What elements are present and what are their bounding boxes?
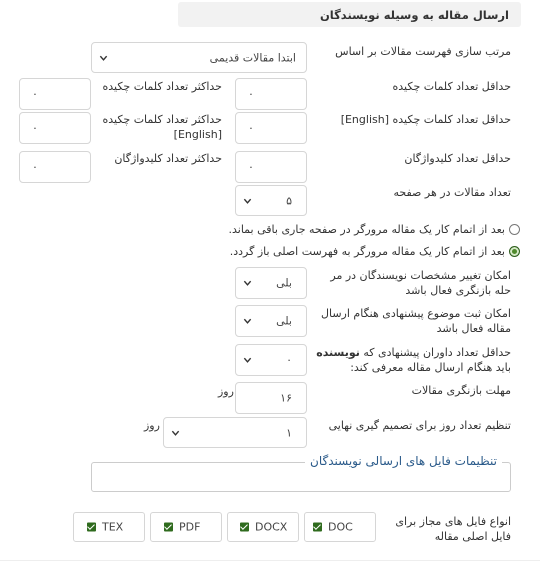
chevron-down-icon bbox=[171, 428, 180, 437]
filetype-doc-option[interactable] bbox=[304, 512, 376, 542]
sort-select[interactable] bbox=[91, 42, 307, 73]
max-keywords-label: حداکثر تعداد کلیدواژگان bbox=[114, 152, 222, 165]
radio-return-to-list[interactable] bbox=[509, 246, 520, 257]
per-page-label: تعداد مقالات در هر صفحه bbox=[393, 186, 511, 199]
change-authors-label: امکان تغییر مشخصات نویسندگان در مر bbox=[330, 269, 511, 282]
min-reviewers-label bbox=[316, 345, 511, 360]
max-abstract-words-en-label: حداکثر تعداد کلمات چکیده bbox=[102, 113, 222, 126]
section-title: ارسال مقاله به وسیله نویسندگان bbox=[319, 8, 509, 22]
change-authors-value: بلی bbox=[276, 276, 292, 290]
max-abstract-words-value: ۰ bbox=[32, 87, 38, 101]
revision-deadline-input[interactable] bbox=[235, 382, 307, 414]
filetype-pdf-option[interactable] bbox=[150, 512, 222, 542]
final-decision-days-value: ۱ bbox=[286, 426, 292, 439]
max-keywords-input[interactable] bbox=[19, 151, 91, 183]
max-abstract-words-input[interactable] bbox=[19, 78, 91, 110]
max-abstract-words-en-label-2: [English] bbox=[173, 128, 222, 141]
change-authors-select[interactable] bbox=[235, 267, 307, 299]
filetype-tex-option[interactable] bbox=[73, 512, 145, 542]
final-decision-days-unit: روز bbox=[144, 419, 160, 432]
checkbox-docx[interactable] bbox=[240, 523, 249, 532]
min-abstract-words-label: حداقل تعداد کلمات چکیده bbox=[392, 80, 511, 93]
radio-stay-on-page-label: بعد از اتمام کار یک مقاله مرورگر در صفحه جاری باقی بماند. bbox=[228, 223, 505, 236]
final-decision-days-label: تنظیم تعداد روز برای تصمیم گیری نهایی bbox=[328, 419, 511, 432]
checkbox-pdf[interactable] bbox=[164, 523, 173, 532]
section-header bbox=[178, 2, 521, 27]
min-keywords-label: حداقل تعداد کلیدواژگان bbox=[404, 152, 511, 165]
radio-return-to-list-label: بعد از اتمام کار یک مقاله مرورگر به فهرست اصلی باز گردد. bbox=[229, 245, 505, 258]
chevron-down-icon bbox=[243, 196, 252, 205]
min-reviewers-value: ۰ bbox=[286, 353, 292, 367]
allowed-files-label: انواع فایل های مجاز برای bbox=[395, 515, 511, 528]
suggest-topic-select[interactable] bbox=[235, 305, 307, 337]
min-reviewers-label-2: باید هنگام ارسال مقاله معرفی کند: bbox=[350, 361, 511, 374]
min-reviewers-label-bold: نویسنده bbox=[316, 346, 360, 359]
min-keywords-value: ۰ bbox=[248, 160, 254, 174]
filetype-tex-label: TEX bbox=[102, 520, 124, 534]
min-abstract-words-en-label: حداقل تعداد کلمات چکیده [English] bbox=[340, 113, 511, 126]
sort-select-value: ابتدا مقالات قدیمی bbox=[209, 51, 296, 64]
files-settings-legend: تنظیمات فایل های ارسالی نویسندگان bbox=[305, 454, 502, 468]
chevron-down-icon bbox=[243, 317, 252, 326]
sort-label: مرتب سازی فهرست مقالات بر اساس bbox=[335, 45, 511, 58]
min-abstract-words-en-value: ۰ bbox=[248, 121, 254, 135]
max-abstract-words-en-value: ۰ bbox=[32, 121, 38, 135]
per-page-value: ۵ bbox=[286, 194, 292, 207]
suggest-topic-value: بلی bbox=[276, 314, 292, 328]
filetype-docx-option[interactable] bbox=[227, 512, 299, 542]
max-abstract-words-label: حداکثر تعداد کلمات چکیده bbox=[102, 80, 222, 93]
chevron-down-icon bbox=[243, 279, 252, 288]
min-reviewers-select[interactable] bbox=[235, 344, 307, 376]
checkbox-tex[interactable] bbox=[87, 523, 96, 532]
checkbox-doc[interactable] bbox=[313, 523, 322, 532]
change-authors-label-2: حله بازنگری فعال باشد bbox=[405, 284, 511, 297]
filetype-pdf-label: PDF bbox=[179, 520, 201, 534]
final-decision-days-select[interactable] bbox=[163, 417, 307, 448]
suggest-topic-label: امکان ثبت موضوع پیشنهادی هنگام ارسال bbox=[320, 307, 511, 320]
min-abstract-words-input[interactable] bbox=[235, 78, 307, 110]
radio-stay-on-page[interactable] bbox=[509, 224, 520, 235]
per-page-select[interactable] bbox=[235, 185, 307, 216]
suggest-topic-label-2: مقاله فعال باشد bbox=[436, 322, 511, 335]
chevron-down-icon bbox=[243, 356, 252, 365]
min-keywords-input[interactable] bbox=[235, 151, 307, 183]
divider bbox=[0, 560, 540, 561]
revision-deadline-value: ۱۶ bbox=[280, 391, 292, 405]
min-reviewers-label-text: حداقل تعداد داوران پیشنهادی که bbox=[359, 346, 511, 359]
min-abstract-words-en-input[interactable] bbox=[235, 112, 307, 144]
revision-deadline-unit: روز bbox=[218, 385, 234, 398]
max-keywords-value: ۰ bbox=[32, 160, 38, 174]
max-abstract-words-en-input[interactable] bbox=[19, 112, 91, 144]
allowed-files-label-2: فایل اصلی مقاله bbox=[434, 530, 511, 543]
filetype-docx-label: DOCX bbox=[255, 520, 288, 534]
min-abstract-words-value: ۰ bbox=[248, 87, 254, 101]
files-settings-fieldset bbox=[91, 454, 511, 492]
revision-deadline-label: مهلت بازنگری مقالات bbox=[411, 384, 511, 397]
filetype-doc-label: DOC bbox=[328, 520, 353, 534]
chevron-down-icon bbox=[99, 53, 108, 62]
